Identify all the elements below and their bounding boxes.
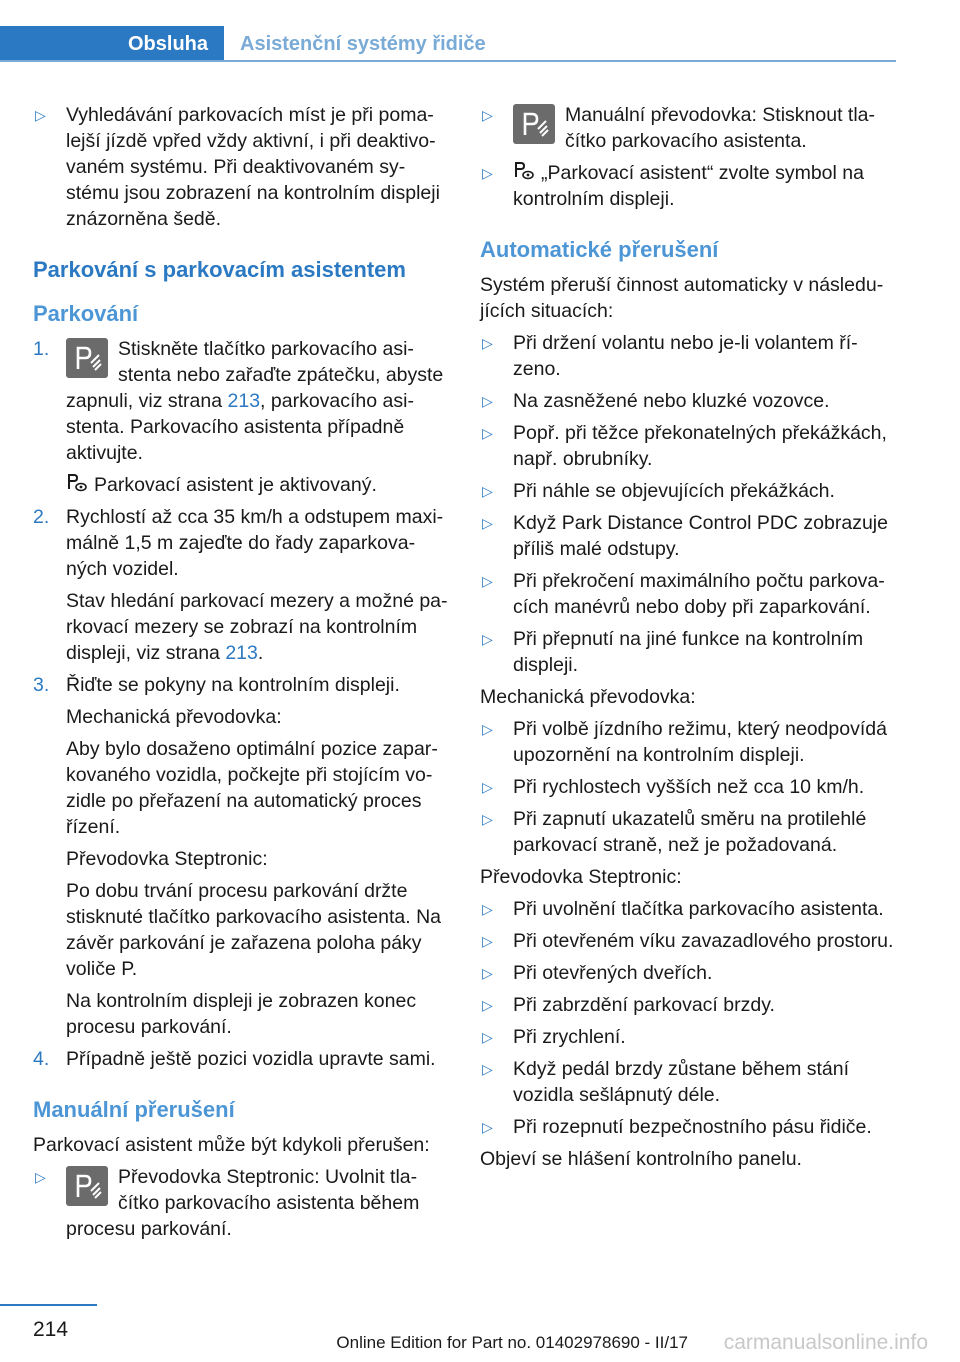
right-column	[480, 102, 896, 1178]
list-item: ▷ Manuální převodovka: Stisknout tlačítko parkovacího asistenta.	[482, 104, 876, 152]
triangle-right-icon: ▷	[482, 165, 493, 181]
list-item: ▷ Při přepnutí na jiné funkce na kontrolním displeji.	[482, 628, 864, 676]
step-number: 4.	[33, 1048, 50, 1070]
list-item: ▷ Když Park Distance Control PDC zobrazuje příliš malé odstupy.	[482, 512, 888, 560]
list-item: ▷ Při otevřeném víku zavazadlového prostoru.	[482, 930, 894, 952]
list-item: ▷ Při zabrzdění parkovací brzdy.	[482, 994, 775, 1016]
list-item: ▷ Při zrychlení.	[482, 1026, 626, 1048]
page-link[interactable]: 213	[227, 390, 261, 412]
watermark: carmanualsonline.info	[723, 1331, 928, 1354]
subsection-title: Manuální přerušení	[33, 1097, 235, 1122]
auto-interrupt-list	[480, 330, 896, 678]
section-title: Parkování s parkovacím asistentem	[33, 257, 406, 282]
triangle-right-icon: ▷	[482, 811, 493, 827]
page-link[interactable]: 213	[225, 642, 258, 664]
paragraph: Objeví se hlášení kontrolního panelu.	[480, 1148, 802, 1170]
manual-gearbox-list	[480, 716, 896, 858]
list-item: ▷ Převodovka Steptronic: Uvolnit tlačítko parkovacího asistenta během procesu parkování.	[35, 1166, 420, 1240]
step-number: 3.	[33, 674, 50, 696]
page-number: 214	[33, 1318, 69, 1341]
list-item: ▷ Při překročení maximálního počtu parkovacích manévrů nebo doby při zaparkování.	[482, 570, 885, 618]
step-3: 3. Řiďte se pokyny na kontrolním displeji. Mechanická převodovka: Aby bylo dosaženo optimální pozice zaparkovaného vozidla, počkejte při stojícím vozidle po přeřazení na automatický proces řízení. Převodovka Steptronic: Po dobu trvání procesu parkování držte stisknuté tlačítko parkovacího asistenta. Na závěr parkování je zařazena poloha páky voliče P. Na kontrolním displeji je zobrazen konec procesu parkování.	[33, 674, 442, 1038]
triangle-right-icon: ▷	[482, 425, 493, 441]
paragraph: Systém přeruší činnost automaticky v následujících situacích:	[480, 274, 884, 322]
parking-assistant-button-icon	[66, 1166, 108, 1206]
triangle-right-icon: ▷	[482, 721, 493, 737]
edition-text: Online Edition for Part no. 01402978690 - II/17	[336, 1333, 688, 1352]
page-header	[0, 26, 896, 62]
step-1: 1. Stiskněte tlačítko parkovacího asistenta nebo zařaďte zpátečku, abyste zapnuli, viz strana 213, parkovacího asistenta. Parkovacího asistenta případně aktivujte. Parkovací asistent je aktivovaný.	[33, 338, 444, 496]
list-item: ▷ Při rozepnutí bezpečnostního pásu řidiče.	[482, 1116, 872, 1138]
triangle-right-icon: ▷	[482, 1029, 493, 1045]
list-item: ▷ „Parkovací asistent“ zvolte symbol na kontrolním displeji.	[482, 162, 864, 210]
triangle-right-icon: ▷	[35, 1169, 46, 1185]
triangle-right-icon: ▷	[482, 779, 493, 795]
triangle-right-icon: ▷	[482, 107, 493, 123]
triangle-right-icon: ▷	[482, 997, 493, 1013]
step-number: 1.	[33, 338, 50, 360]
list-item: ▷ Při držení volantu nebo je-li volantem řízeno.	[482, 332, 858, 380]
triangle-right-icon: ▷	[482, 933, 493, 949]
list-item: ▷ Na zasněžené nebo kluzké vozovce.	[482, 390, 830, 412]
step-4: 4. Případně ještě pozici vozidla upravte sami.	[33, 1048, 436, 1070]
triangle-right-icon: ▷	[482, 965, 493, 981]
triangle-right-icon: ▷	[482, 515, 493, 531]
paragraph: Převodovka Steptronic:	[480, 866, 682, 888]
triangle-right-icon: ▷	[482, 1061, 493, 1077]
step-2: 2. Rychlostí až cca 35 km/h a odstupem maximálně 1,5 m zajeďte do řady zaparkovaných vozidel. Stav hledání parkovací mezery a možné parkovací mezery se zobrazí na kontrolním displeji, viz strana 213.	[33, 506, 448, 664]
list-item: ▷ Při zapnutí ukazatelů směru na protilehlé parkovací straně, než je požadovaná.	[482, 808, 867, 856]
paragraph: Parkovací asistent může být kdykoli přerušen:	[33, 1134, 430, 1156]
subsection-title: Parkování	[33, 301, 139, 326]
triangle-right-icon: ▷	[482, 335, 493, 351]
list-item: ▷ Vyhledávání parkovacích míst je při pomalejší jízdě vpřed vždy aktivní, i při deaktivovaném systému. Při deaktivovaném systému jsou zobrazení na kontrolním displeji znázorněna šedě.	[35, 104, 440, 230]
parking-assistant-symbol-icon	[513, 160, 535, 182]
header-divider	[0, 60, 896, 62]
list-item: ▷ Když pedál brzdy zůstane během stání vozidla sešlápnutý déle.	[482, 1058, 850, 1106]
triangle-right-icon: ▷	[482, 901, 493, 917]
tab-assistance-systems: Asistenční systémy řidiče	[240, 33, 486, 55]
left-column	[33, 102, 448, 1248]
steptronic-list	[480, 896, 896, 1140]
triangle-right-icon: ▷	[482, 483, 493, 499]
paragraph: Mechanická převodovka:	[480, 686, 696, 708]
parking-assistant-button-icon	[513, 104, 555, 144]
triangle-right-icon: ▷	[482, 631, 493, 647]
list-item: ▷ Při uvolnění tlačítka parkovacího asistenta.	[482, 898, 884, 920]
parking-assistant-button-icon	[66, 338, 108, 378]
subsection-title: Automatické přerušení	[480, 237, 719, 262]
triangle-right-icon: ▷	[482, 393, 493, 409]
parking-assistant-symbol-icon	[66, 472, 88, 494]
step-number: 2.	[33, 506, 50, 528]
triangle-right-icon: ▷	[482, 573, 493, 589]
tab-obsluha: Obsluha	[0, 26, 224, 62]
footer-divider	[0, 1304, 97, 1306]
list-item: ▷ Popř. při těžce překonatelných překážkách, např. obrubníky.	[482, 422, 887, 470]
triangle-right-icon: ▷	[35, 107, 46, 123]
triangle-right-icon: ▷	[482, 1119, 493, 1135]
list-item: ▷ Při rychlostech vyšších než cca 10 km/h.	[482, 776, 865, 798]
list-item: ▷ Při otevřených dveřích.	[482, 962, 713, 984]
list-item: ▷ Při volbě jízdního režimu, který neodpovídá upozornění na kontrolním displeji.	[482, 718, 887, 766]
list-item: ▷ Při náhle se objevujících překážkách.	[482, 480, 835, 502]
